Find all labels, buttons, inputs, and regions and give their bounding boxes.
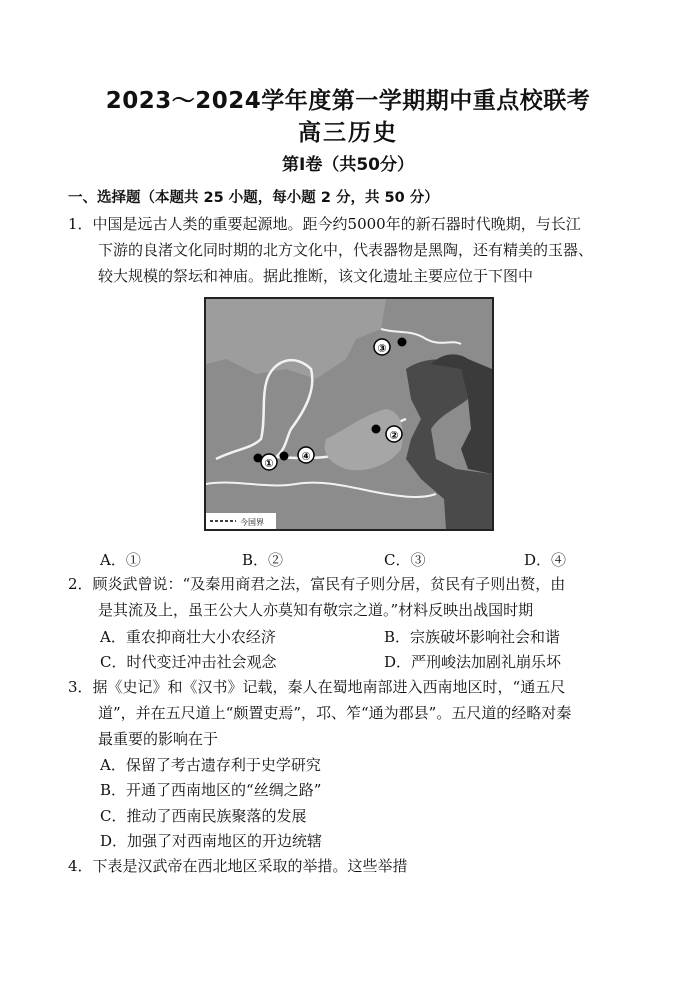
q2-option-d: D．严刑峻法加剧礼崩乐坏 — [384, 653, 562, 671]
exam-title: 2023～2024学年度第一学期期中重点校联考 — [105, 88, 591, 114]
q2-option-a: A．重农抑商壮大小农经济 — [100, 628, 276, 646]
q2-option-b: B．宗族破坏影响社会和谐 — [384, 628, 561, 646]
q1-line-2: 下游的良渚文化同时期的北方文化中，代表器物是黑陶，还有精美的玉器、 — [98, 241, 594, 259]
q3-option-a: A．保留了考古遗存利于史学研究 — [100, 756, 321, 774]
q3-option-c: C．推动了西南民族聚落的发展 — [100, 807, 307, 825]
marker-3-label: ③ — [377, 342, 387, 355]
q1-line-3: 较大规模的祭坛和神庙。据此推断，该文化遗址主要应位于下图中 — [98, 267, 534, 285]
q1-map — [204, 297, 494, 531]
marker-2-label: ② — [389, 429, 399, 442]
q2-line-2: 是其流及上，虽王公大人亦莫知有敬宗之道。”材料反映出战国时期 — [98, 601, 534, 619]
q3-line-3: 最重要的影响在于 — [98, 730, 219, 748]
site-dot-4 — [280, 452, 289, 461]
exam-part-label: 第Ⅰ卷（共50分） — [282, 155, 414, 175]
q3-line-1: 3．据《史记》和《汉书》记载，秦人在蜀地南部进入西南地区时，“通五尺 — [68, 678, 566, 696]
q2-option-c: C．时代变迁冲击社会观念 — [100, 653, 277, 671]
legend-label: 今国界 — [240, 518, 264, 527]
q3-option-b: B．开通了西南地区的“丝绸之路” — [100, 781, 322, 799]
marker-1-label: ① — [264, 457, 274, 470]
q3-option-d: D．加强了对西南地区的开边统辖 — [100, 832, 323, 850]
site-dot-3 — [398, 338, 407, 347]
q4-line-1: 4．下表是汉武帝在西北地区采取的举措。这些举措 — [68, 857, 408, 875]
q1-option-a: A．① — [100, 551, 141, 569]
q1-line-1: 1．中国是远古人类的重要起源地。距今约5000年的新石器时代晚期，与长江 — [68, 215, 581, 233]
marker-4-label: ④ — [301, 450, 311, 463]
q2-line-1: 2．顾炎武曾说：“及秦用商君之法，富民有子则分居，贫民有子则出赘，由 — [68, 575, 566, 593]
exam-subject: 高三历史 — [298, 120, 398, 146]
q3-line-2: 道”，并在五尺道上“颇置吏焉”，邛、笮“通为郡县”。五尺道的经略对秦 — [98, 704, 572, 722]
section-heading: 一、选择题（本题共 25 小题，每小题 2 分，共 50 分） — [68, 190, 439, 206]
q1-option-b: B．② — [242, 551, 284, 569]
q1-option-c: C．③ — [384, 551, 426, 569]
site-dot-2 — [372, 425, 381, 434]
q1-option-d: D．④ — [524, 551, 567, 569]
q1-map-graphic — [206, 299, 492, 529]
